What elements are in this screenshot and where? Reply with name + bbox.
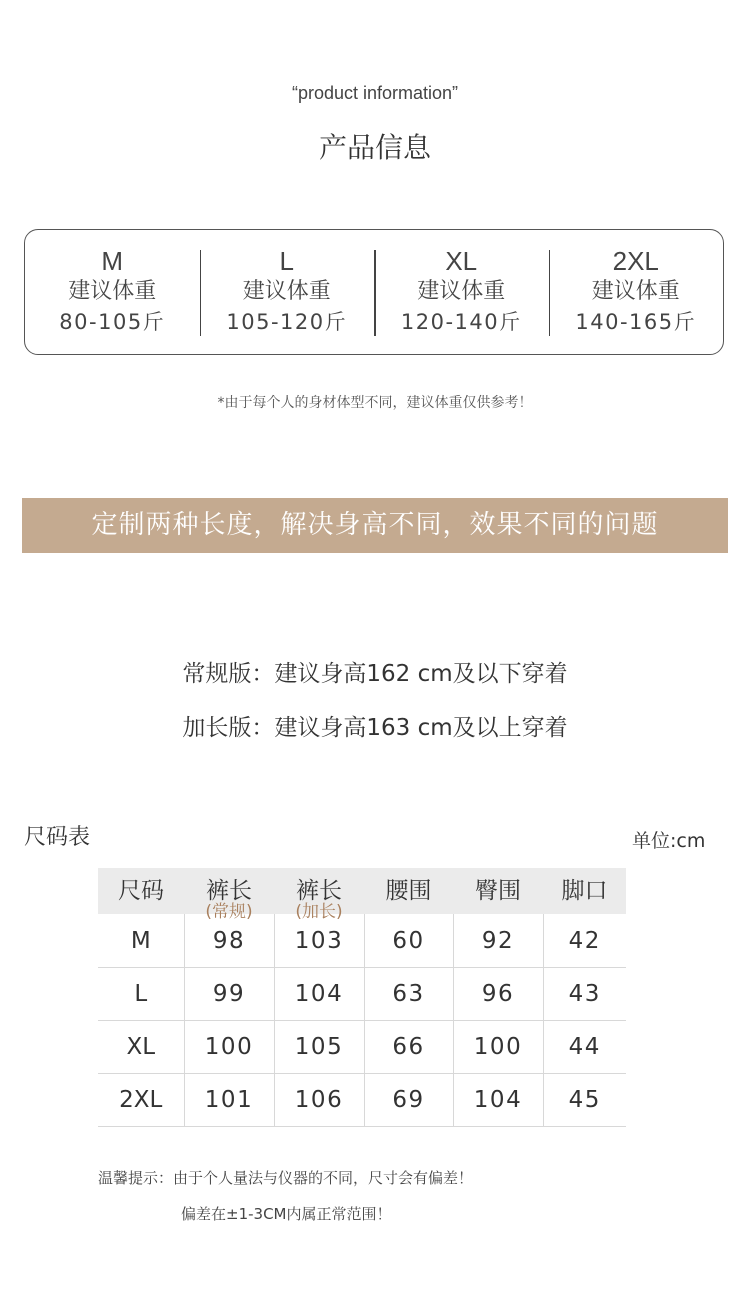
cell-length-regular: 99 xyxy=(184,968,274,1021)
size-weight-range: 105-120斤 xyxy=(226,310,348,334)
size-card-xl xyxy=(374,246,549,338)
cell-hip: 92 xyxy=(453,914,543,968)
header-sub-regular: (常规) xyxy=(205,902,253,922)
cell-waist: 63 xyxy=(364,968,453,1021)
size-name: 2XL xyxy=(612,246,659,276)
size-card-2xl xyxy=(549,246,724,338)
cell-length-regular: 98 xyxy=(184,914,274,968)
table-row xyxy=(98,1074,626,1127)
cell-waist: 66 xyxy=(364,1021,453,1074)
product-info-en-title: “product information” xyxy=(291,83,459,103)
cell-length-regular: 101 xyxy=(184,1074,274,1127)
cell-hip: 100 xyxy=(453,1021,543,1074)
length-banner: 定制两种长度，解决身高不同，效果不同的问题 xyxy=(22,498,728,553)
long-version-note: 加长版：建议身高163 cm及以上穿着 xyxy=(182,715,568,741)
cell-hip: 104 xyxy=(453,1074,543,1127)
cell-size: L xyxy=(98,968,184,1021)
size-weight-label: 建议体重 xyxy=(591,279,680,304)
regular-version-note: 常规版：建议身高162 cm及以下穿着 xyxy=(182,661,568,687)
cell-hem: 43 xyxy=(543,968,626,1021)
header-hip: 臀围 xyxy=(453,868,543,914)
size-card-l xyxy=(200,246,375,338)
header-sub-long: (加长) xyxy=(295,902,343,922)
size-weight-label: 建议体重 xyxy=(242,279,331,304)
size-weight-range: 80-105斤 xyxy=(59,310,166,334)
measurement-tip-line1: 温馨提示：由于个人量法与仪器的不同，尺寸会有偏差！ xyxy=(98,1169,474,1187)
table-row xyxy=(98,968,626,1021)
cell-length-long: 103 xyxy=(274,914,364,968)
product-info-cn-title: 产品信息 xyxy=(318,131,431,164)
size-weight-label: 建议体重 xyxy=(68,279,157,304)
size-weight-range: 120-140斤 xyxy=(400,310,522,334)
table-row xyxy=(98,1021,626,1074)
size-weight-label: 建议体重 xyxy=(417,279,506,304)
header-waist: 腰围 xyxy=(364,868,453,914)
cell-waist: 69 xyxy=(364,1074,453,1127)
header-length-regular: 裤长 (常规) xyxy=(184,868,274,914)
cell-length-long: 105 xyxy=(274,1021,364,1074)
weight-disclaimer: *由于每个人的身材体型不同，建议体重仅供参考！ xyxy=(217,395,533,411)
size-name: M xyxy=(101,246,124,276)
cell-length-regular: 100 xyxy=(184,1021,274,1074)
size-weight-range: 140-165斤 xyxy=(575,310,697,334)
cell-length-long: 104 xyxy=(274,968,364,1021)
cell-waist: 60 xyxy=(364,914,453,968)
table-row xyxy=(98,914,626,968)
header-hem: 脚口 xyxy=(543,868,626,914)
cell-hem: 44 xyxy=(543,1021,626,1074)
cell-hem: 45 xyxy=(543,1074,626,1127)
cell-size: 2XL xyxy=(98,1074,184,1127)
header-size: 尺码 xyxy=(98,868,184,914)
cell-size: M xyxy=(98,914,184,968)
size-name: L xyxy=(279,246,294,276)
unit-label: 单位:cm xyxy=(632,830,706,852)
header-length-long: 裤长 (加长) xyxy=(274,868,364,914)
cell-size: XL xyxy=(98,1021,184,1074)
table-header-row xyxy=(98,868,626,914)
cell-length-long: 106 xyxy=(274,1074,364,1127)
size-card-m xyxy=(25,246,200,338)
weight-recommendation-box xyxy=(24,229,724,355)
size-name: XL xyxy=(445,246,478,276)
size-table-title: 尺码表 xyxy=(24,825,91,850)
cell-hem: 42 xyxy=(543,914,626,968)
size-chart-table xyxy=(98,868,626,1127)
cell-hip: 96 xyxy=(453,968,543,1021)
measurement-tip-line2: 偏差在±1-3CM内属正常范围！ xyxy=(181,1205,392,1223)
